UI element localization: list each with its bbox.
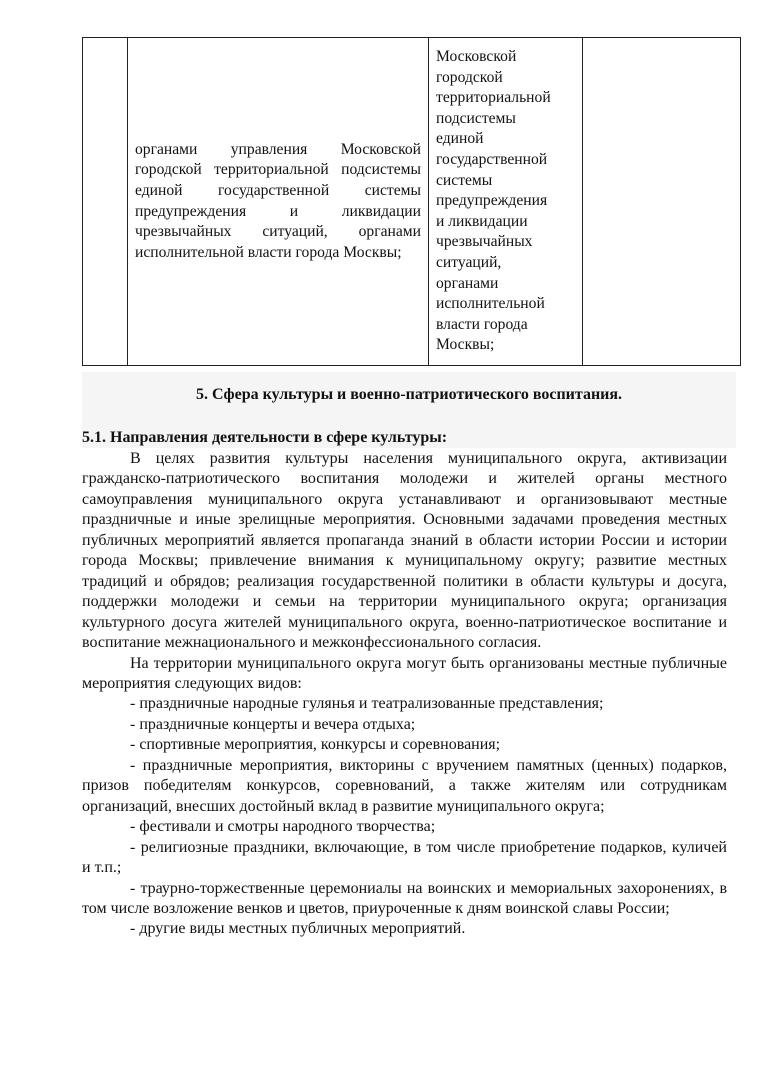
table-row [83,38,741,366]
paragraph: В целях развития культуры населения муниципального округа, активизации гражданско-патриотического воспитания молодежи и жителей органы местного самоуправления муниципального округа устанавливают и организовывают местные праздничные и иные зрелищные мероприятия. Основными задачами проведения местных публичных мероприятий является пропаганда знаний в области истории России и истории города Москвы; привлечение внимания к муниципальному округу; развитие местных традиций и обрядов; реализация государственной политики в области культуры и досуга, поддержки молодежи и семьи на территории муниципального округа; организация культурного досуга жителей муниципального округа, военно-патриотическое воспитание и воспитание межнационального и межконфессионального согласия. [82,450,727,652]
list-item: - праздничные концерты и вечера отдыха; [130,715,416,733]
list-item: - траурно-торжественные церемониалы на воинских и мемориальных захоронениях, в том числе возложение венков и цветов, приуроченные к дням воинской славы России; [82,879,727,917]
subsection-title: 5.1. Направления деятельности в сфере культуры: [82,429,448,446]
table-cell-number [83,38,128,366]
body-text [82,449,727,940]
list-item: - религиозные праздники, включающие, в том числе приобретение подарков, куличей и т.п.; [82,838,727,877]
paragraph: На территории муниципального округа могут быть организованы местные публичные мероприятия следующих видов: [82,654,727,692]
table-cell-responsible [429,38,583,366]
table-fragment [82,37,741,366]
list-item: - праздничные народные гулянья и театрализованные представления; [130,695,604,713]
table-cell-description [128,38,429,366]
table-cell-notes [583,38,741,366]
list-item: - другие виды местных публичных мероприятий. [130,920,466,938]
table-cell-responsible-text: Московской городской территориальной подсистемы единой государственной системы предупреждения и ликвидации чрезвычайных ситуаций, органами исполнительной власти города Москвы; [436,48,551,354]
section-title: 5. Сфера культуры и военно-патриотического воспитания. [195,386,623,403]
list-item: - спортивные мероприятия, конкурсы и соревнования; [130,736,501,754]
list-item: - праздничные мероприятия, викторины с вручением памятных (ценных) подарков, призов победителям конкурсов, соревнований, а также жителям или сотрудникам организаций, внесших достойный вклад в развитие муниципального округа; [82,756,727,815]
table-cell-description-text: органами управления Московской городской территориальной подсистемы единой государственной системы предупреждения и ликвидации чрезвычайных ситуаций, органами исполнительной власти города Москвы; [135,140,421,261]
list-item: - фестивали и смотры народного творчества; [130,818,436,836]
